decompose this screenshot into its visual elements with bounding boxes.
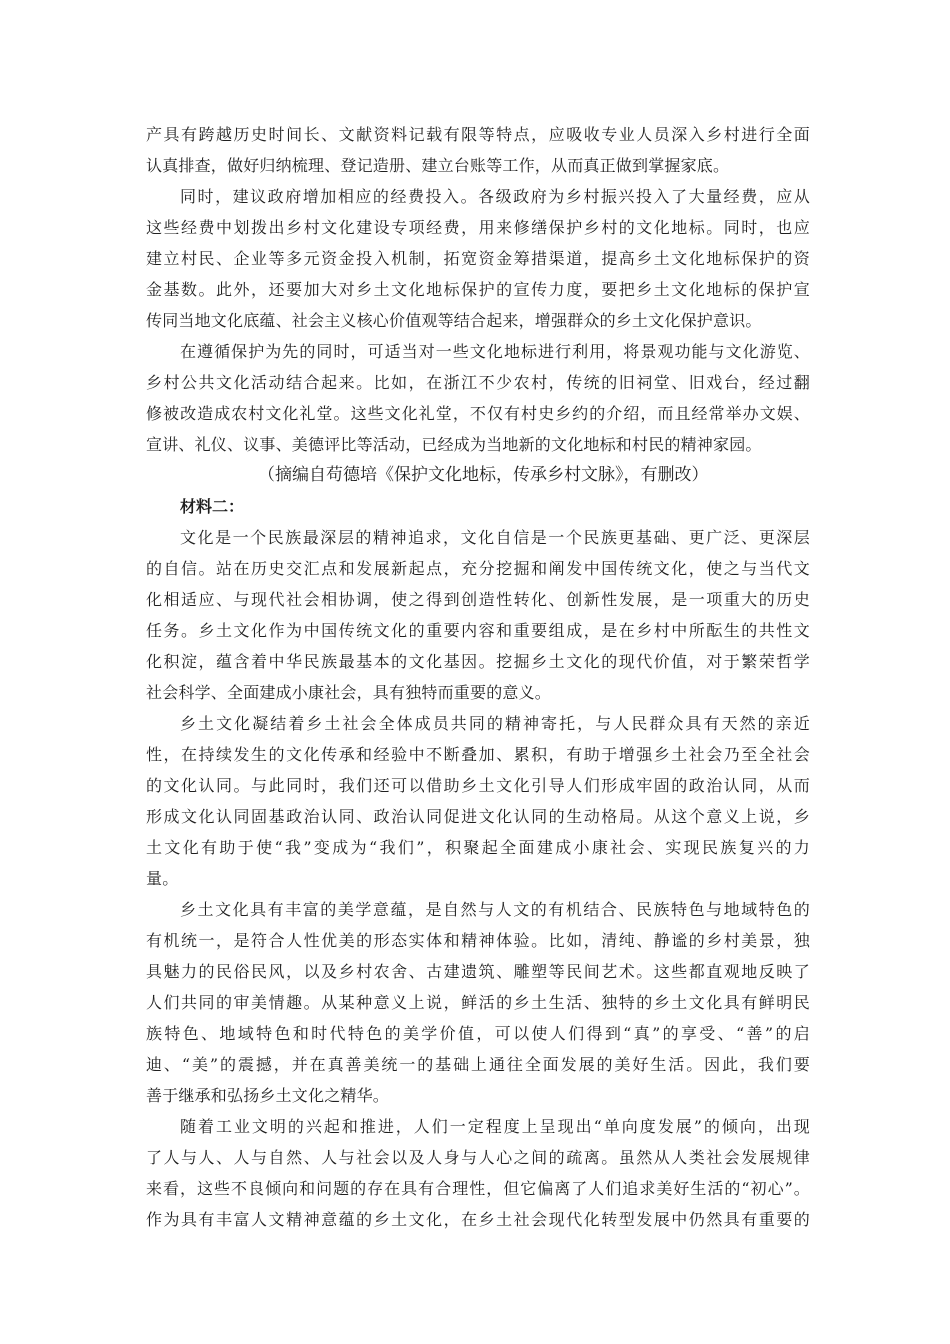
paragraph-line: 的文化认同。与此同时，我们还可以借助乡土文化引导人们形成牢固的政治认同，从而 xyxy=(146,776,810,795)
paragraph-line: 了人与人、人与自然、人与社会以及人身与人心之间的疏离。虽然从人类社会发展规律 xyxy=(146,1148,810,1167)
paragraph-line: 传同当地文化底蕴、社会主义核心价值观等结合起来，增强群众的乡土文化保护意识。 xyxy=(146,311,762,330)
paragraph-line: 修被改造成农村文化礼堂。这些文化礼堂，不仅有村史乡约的介绍，而且经常举办文娱、 xyxy=(146,404,810,423)
document-page xyxy=(146,119,810,1235)
paragraph-first-line: 乡土文化具有丰富的美学意蕴，是自然与人文的有机结合、民族特色与地域特色的 xyxy=(180,900,810,919)
paragraph-line: 迪、“美”的震撼，并在真善美统一的基础上通往全面发展的美好生活。因此，我们要 xyxy=(146,1055,810,1074)
paragraph-line: 这些经费中划拨出乡村文化建设专项经费，用来修缮保护乡村的文化地标。同时，也应 xyxy=(146,218,810,237)
paragraph-line: 来看，这些不良倾向和问题的存在具有合理性，但它偏离了人们追求美好生活的“初心”。 xyxy=(146,1179,810,1198)
paragraph-line: 乡村公共文化活动结合起来。比如，在浙江不少农村，传统的旧祠堂、旧戏台，经过翻 xyxy=(146,373,810,392)
paragraph-line: 化相适应、与现代社会相协调，使之得到创造性转化、创新性发展，是一项重大的历史 xyxy=(146,590,810,609)
paragraph-line: 量。 xyxy=(146,869,179,888)
paragraph-line: 土文化有助于使“我”变成为“我们”，积聚起全面建成小康社会、实现民族复兴的力 xyxy=(146,838,810,857)
source-citation: （摘编自苟德培《保护文化地标，传承乡村文脉》，有删改） xyxy=(258,465,709,485)
paragraph-line: 化积淀，蕴含着中华民族最基本的文化基因。挖掘乡土文化的现代价值，对于繁荣哲学 xyxy=(146,652,810,671)
paragraph-line: 善于继承和弘扬乡土文化之精华。 xyxy=(146,1086,390,1105)
paragraph-line: 任务。乡土文化作为中国传统文化的重要内容和重要组成，是在乡村中所酝生的共性文 xyxy=(146,621,810,640)
paragraph-line: 人们共同的审美情趣。从某种意义上说，鲜活的乡土生活、独特的乡土文化具有鲜明民 xyxy=(146,993,810,1012)
paragraph-line: 有机统一，是符合人性优美的形态实体和精神体验。比如，清纯、静谧的乡村美景，独 xyxy=(146,931,810,950)
paragraph-first-line: 同时，建议政府增加相应的经费投入。各级政府为乡村振兴投入了大量经费，应从 xyxy=(180,187,810,206)
paragraph-first-line: 随着工业文明的兴起和推进，人们一定程度上呈现出“单向度发展”的倾向，出现 xyxy=(180,1117,810,1136)
paragraph-line: 作为具有丰富人文精神意蕴的乡土文化，在乡土社会现代化转型发展中仍然具有重要的 xyxy=(146,1210,810,1229)
paragraph-line: 产具有跨越历史时间长、文献资料记载有限等特点，应吸收专业人员深入乡村进行全面 xyxy=(146,125,810,144)
paragraph-line: 具魅力的民俗民风，以及乡村农舍、古建遗筑、雕塑等民间艺术。这些都直观地反映了 xyxy=(146,962,810,981)
section-heading: 材料二： xyxy=(180,497,245,516)
paragraph-line: 社会科学、全面建成小康社会，具有独特而重要的意义。 xyxy=(146,683,552,702)
paragraph-first-line: 在遵循保护为先的同时，可适当对一些文化地标进行利用，将景观功能与文化游览、 xyxy=(180,342,810,361)
paragraph-line: 性，在持续发生的文化传承和经验中不断叠加、累积，有助于增强乡土社会乃至全社会 xyxy=(146,745,810,764)
paragraph-line: 建立村民、企业等多元资金投入机制，拓宽资金筹措渠道，提高乡土文化地标保护的资 xyxy=(146,249,810,268)
paragraph-line: 宣讲、礼仪、议事、美德评比等活动，已经成为当地新的文化地标和村民的精神家园。 xyxy=(146,435,762,454)
paragraph-first-line: 乡土文化凝结着乡土社会全体成员共同的精神寄托，与人民群众具有天然的亲近 xyxy=(180,714,810,733)
paragraph-line: 金基数。此外，还要加大对乡土文化地标保护的宣传力度，要把乡土文化地标的保护宣 xyxy=(146,280,810,299)
paragraph-first-line: 文化是一个民族最深层的精神追求，文化自信是一个民族更基础、更广泛、更深层 xyxy=(180,528,810,547)
paragraph-line: 的自信。站在历史交汇点和发展新起点，充分挖掘和阐发中国传统文化，使之与当代文 xyxy=(146,559,810,578)
paragraph-line: 形成文化认同固基政治认同、政治认同促进文化认同的生动格局。从这个意义上说，乡 xyxy=(146,807,810,826)
paragraph-line: 认真排查，做好归纳梳理、登记造册、建立台账等工作，从而真正做到掌握家底。 xyxy=(146,156,730,175)
paragraph-line: 族特色、地域特色和时代特色的美学价值，可以使人们得到“真”的享受、“善”的启 xyxy=(146,1024,810,1043)
